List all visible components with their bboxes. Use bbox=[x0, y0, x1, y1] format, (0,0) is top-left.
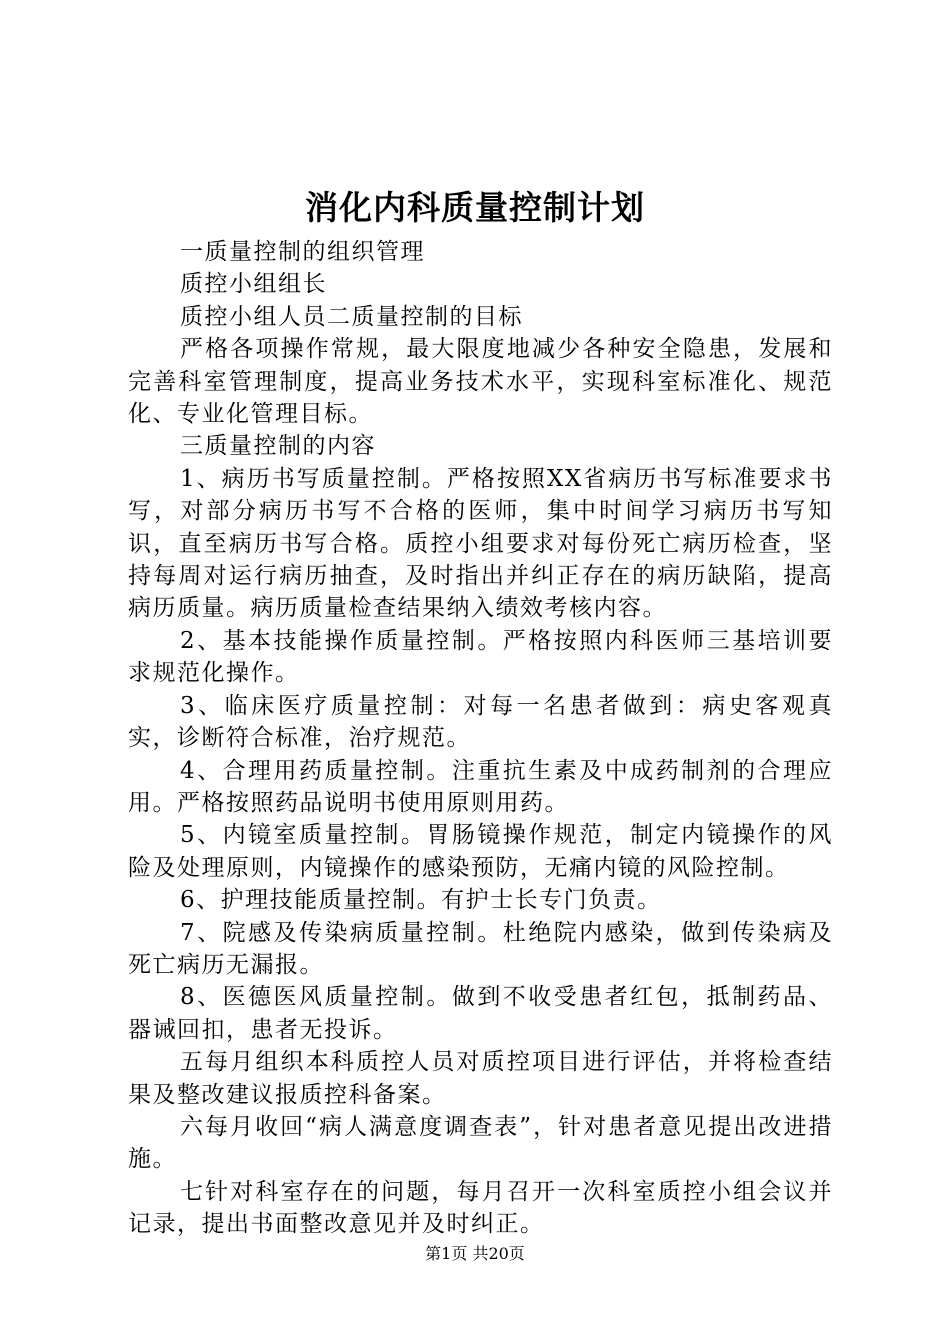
paragraph: 1、病历书写质量控制。严格按照XX省病历书写标准要求书写，对部分病历书写不合格的医师，集中时间学习病历书写知识，直至病历书写合格。质控小组要求对每份死亡病历检查，坚持每周对运行病历抽查，及时指出并纠正存在的病历缺陷，提高病历质量。病历质量检查结果纳入绩效考核内容。 bbox=[128, 465, 833, 622]
paragraph: 7、院感及传染病质量控制。杜绝院内感染，做到传染病及死亡病历无漏报。 bbox=[128, 919, 833, 978]
document-title: 消化内科质量控制计划 bbox=[305, 188, 645, 227]
paragraph: 严格各项操作常规，最大限度地减少各种安全隐患，发展和完善科室管理制度，提高业务技术水平，实现科室标准化、规范化、专业化管理目标。 bbox=[128, 336, 833, 428]
paragraph: 七针对科室存在的问题，每月召开一次科室质控小组会议并记录，提出书面整改意见并及时纠正。 bbox=[128, 1178, 833, 1238]
paragraph: 五每月组织本科质控人员对质控项目进行评估，并将检查结果及整改建议报质控科备案。 bbox=[128, 1049, 833, 1108]
paragraph: 8、医德医风质量控制。做到不收受患者红包，抵制药品、器诫回扣，患者无投诉。 bbox=[128, 984, 833, 1043]
paragraph: 三质量控制的内容 bbox=[180, 433, 376, 460]
paragraph: 质控小组组长 bbox=[180, 271, 327, 298]
paragraph: 一质量控制的组织管理 bbox=[180, 239, 425, 265]
paragraph: 4、合理用药质量控制。注重抗生素及中成药制剂的合理应用。严格按照药品说明书使用原则用药。 bbox=[128, 757, 833, 816]
document-body bbox=[128, 236, 833, 1241]
paragraph: 2、基本技能操作质量控制。严格按照内科医师三基培训要求规范化操作。 bbox=[128, 627, 833, 687]
page-footer: 第1页 共20页 bbox=[425, 1244, 525, 1263]
paragraph: 质控小组人员二质量控制的目标 bbox=[180, 303, 523, 330]
paragraph: 6、护理技能质量控制。有护士长专门负责。 bbox=[180, 887, 662, 914]
paragraph: 3、临床医疗质量控制：对每一名患者做到：病史客观真实，诊断符合标准，治疗规范。 bbox=[128, 692, 833, 752]
paragraph: 5、内镜室质量控制。胃肠镜操作规范，制定内镜操作的风险及处理原则，内镜操作的感染预防，无痛内镜的风险控制。 bbox=[128, 822, 833, 881]
paragraph: 六每月收回“病人满意度调查表”，针对患者意见提出改进措施。 bbox=[128, 1113, 833, 1173]
